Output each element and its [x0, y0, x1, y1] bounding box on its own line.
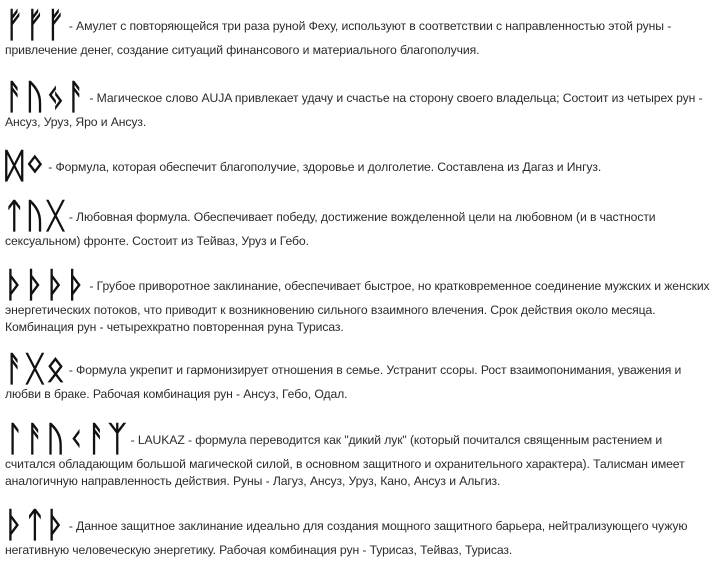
formula-description: - Грубое приворотное заклинание, обеспечивает быстрое, но кратковременное соединение мужских и женских энергетических потоков, что приводит к возникновению сильного взаимного влечения. Срок действия около месяца. Комбинация рун - четырехкратно повторенная руна Турисаз.	[5, 279, 710, 334]
rune-glyphs: ᚦᚦᚦᚦ	[5, 265, 88, 306]
formula-description: - Данное защитное заклинание идеально для создания мощного защитного барьера, нейтрализующего чужую негативную человеческую энергетику. Рабочая комбинация рун - Турисаз, Тейваз, Турисаз.	[5, 519, 688, 557]
rune-glyphs: ᛚᚨᚢᚲᚨᛉ	[5, 419, 129, 460]
formula-entry-protection	[5, 505, 711, 559]
formula-description: - Любовная формула. Обеспечивает победу, достижение вожделенной цели на любовном (и в частности сексуальном) фронте. Состоит из Тейваз, Уруз и Гебо.	[5, 210, 656, 248]
formula-entry-thurisaz-x4	[5, 265, 711, 336]
formula-description: - Формула укрепит и гармонизирует отношения в семье. Устранит ссоры. Рост взаимопонимания, уважения и любви в браке. Рабочая комбинация рун - Ансуз, Гебо, Одал.	[5, 363, 682, 401]
formula-entry-love	[5, 196, 711, 250]
rune-glyphs: ᛞᛜ	[5, 146, 47, 187]
formula-description: - Формула, которая обеспечит благополучие, здоровье и долголетие. Составлена из Дагаз и Ингуз.	[48, 160, 602, 174]
rune-glyphs: ᛏᚢᚷ	[5, 196, 67, 237]
rune-glyphs: ᚦᛏᚦ	[5, 505, 67, 546]
formula-entry-fff	[5, 5, 711, 59]
formula-description: - Магическое слово AUJA привлекает удачу и счастье на сторону своего владельца; Состоит из четырех рун - Ансуз, Уруз, Яро и Ансуз.	[5, 91, 703, 129]
formula-entry-auja	[5, 77, 711, 131]
rune-glyphs: ᚠᚠᚠ	[5, 5, 67, 46]
rune-glyphs: ᚨᚷᛟ	[5, 349, 67, 390]
formula-entry-family	[5, 349, 711, 403]
formula-entry-dagaz-inguz	[5, 146, 711, 187]
rune-glyphs: ᚨᚢᛃᚨ	[5, 77, 88, 118]
formula-description: - LAUKAZ - формула переводится как "дикий лук" (который почитался священным растением и считался обладающим большой магической силой, в основном защитного и охранительного характера). Талисман имеет аналогичную направленность действия. Руны - Лагуз, Ансуз, Уруз, Кано, Ансуз и Альгиз.	[5, 433, 685, 488]
formula-description: - Амулет с повторяющейся три раза руной Феху, используют в соответствии с направленностью этой руны - привлечение денег, создание ситуаций финансового и материального благополучия.	[5, 19, 672, 57]
formula-entry-laukaz	[5, 419, 711, 490]
